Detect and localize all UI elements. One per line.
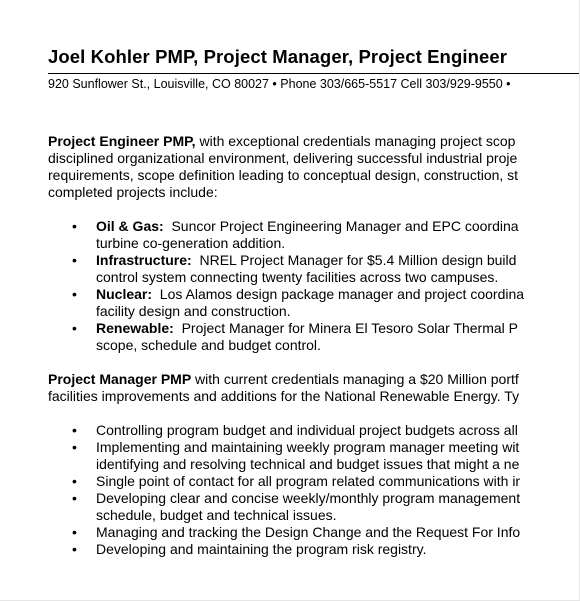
list-item: [48, 439, 530, 473]
list-item: [48, 541, 530, 558]
summary-engineer-text: with exceptional credentials managing project scop: [195, 133, 516, 149]
list-item: [48, 490, 530, 524]
project-label: Renewable:: [96, 320, 174, 336]
duty-text: Developing clear and concise weekly/monthly program management: [96, 490, 521, 506]
spacer: [48, 405, 530, 422]
project-text: control system connecting twenty facilities across two campuses.: [96, 269, 499, 285]
project-text: facility design and construction.: [96, 303, 291, 319]
summary-engineer-line: [48, 133, 530, 150]
project-list: [48, 218, 530, 354]
summary-engineer-line: disciplined organizational environment, delivering successful industrial proje: [48, 150, 518, 166]
list-item: [48, 252, 530, 286]
summary-manager-line: facilities improvements and additions for the National Renewable Energy. Ty: [48, 388, 520, 404]
summary-engineer-lead: Project Engineer PMP,: [48, 133, 196, 149]
duty-list: [48, 422, 530, 558]
list-item: [48, 422, 530, 439]
bullet-icon: •: [72, 286, 77, 302]
summary-manager: [48, 371, 530, 405]
list-item: [48, 286, 530, 320]
duty-text: Developing and maintaining the program risk registry.: [96, 541, 427, 557]
duty-text: identifying and resolving technical and budget issues that might a ne: [96, 456, 520, 472]
summary-manager-line: [48, 371, 530, 388]
project-text: Los Alamos design package manager and project coordina: [152, 286, 525, 302]
spacer: [48, 354, 530, 371]
bullet-icon: •: [72, 524, 77, 540]
list-item: [48, 218, 530, 252]
bullet-icon: •: [72, 490, 77, 506]
list-item: [48, 320, 530, 354]
bullet-icon: •: [72, 422, 77, 438]
header-divider: [48, 73, 580, 74]
project-text: scope, schedule and budget control.: [96, 337, 321, 353]
duty-text: Implementing and maintaining weekly program manager meeting wit: [96, 439, 520, 455]
resume-body: [48, 133, 530, 558]
summary-manager-lead: Project Manager PMP: [48, 371, 192, 387]
summary-engineer: [48, 133, 530, 201]
project-text: Project Manager for Minera El Tesoro Solar Thermal P: [173, 320, 518, 336]
bullet-icon: •: [72, 320, 77, 336]
bullet-icon: •: [72, 252, 77, 268]
duty-text: Controlling program budget and individual project budgets across all: [96, 422, 518, 438]
summary-engineer-line: completed projects include:: [48, 184, 218, 200]
project-label: Nuclear:: [96, 286, 153, 302]
summary-engineer-line: requirements, scope definition leading to conceptual design, construction, st: [48, 167, 519, 183]
bullet-icon: •: [72, 218, 77, 234]
list-item: [48, 524, 530, 541]
duty-text: schedule, budget and technical issues.: [96, 507, 337, 523]
duty-text: Managing and tracking the Design Change and the Request For Info: [96, 524, 521, 540]
project-text: NREL Project Manager for $5.4 Million design build: [191, 252, 517, 268]
project-text: turbine co-generation addition.: [96, 235, 286, 251]
spacer: [48, 201, 530, 218]
page-title: Joel Kohler PMP, Project Manager, Project Engineer: [48, 46, 508, 67]
bullet-icon: •: [72, 439, 77, 455]
bullet-icon: •: [72, 473, 77, 489]
project-label: Infrastructure:: [96, 252, 192, 268]
project-label: Oil & Gas:: [96, 218, 164, 234]
contact-line: 920 Sunflower St., Louisville, CO 80027 • Phone 303/665-5517 Cell 303/929-9550 •: [48, 77, 511, 91]
summary-manager-text: with current credentials managing a $20 Million portf: [191, 371, 519, 387]
list-item: [48, 473, 530, 490]
duty-text: Single point of contact for all program related communications with ir: [96, 473, 521, 489]
project-text: Suncor Project Engineering Manager and EPC coordina: [163, 218, 519, 234]
bullet-icon: •: [72, 541, 77, 557]
